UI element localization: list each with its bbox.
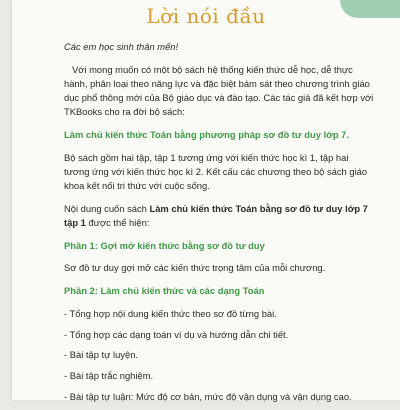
part1-text: Sơ đồ tư duy gợi mở các kiến thức trọng tâm của mỗi chương. [64,262,326,274]
content-post: được thể hiện: [85,217,150,229]
part2-list [64,307,374,404]
content-paragraph [64,202,374,230]
intro-paragraph: Với mong muốn có một bộ sách hệ thống kiến thức dễ học, dễ thực hành, phân loại theo năng lực và đặc biệt bám sát theo chương trình giáo dục phổ thông mới của Bộ giáo dục và đào tạo. Các tác giả đã kết hợp với TKBooks cho ra đời bộ sách: [64,63,374,118]
list-item: - Bài tập trắc nghiệm. [64,369,154,381]
list-item: - Bài tập tự luyện. [64,349,139,361]
book-title: Làm chủ kiến thức Toán bằng phương pháp sơ đồ tư duy lớp 7. [64,129,349,141]
book-page [12,0,400,400]
list-item: - Tổng hợp các dạng toán ví dụ và hướng dẫn chi tiết. [64,328,289,340]
content-book-name: Làm chủ kiến thức Toán bằng sơ đồ tư duy lớp 7 tập 1 [64,202,368,229]
list-item: - Bài tập tự luận: Mức độ cơ bản, mức độ vận dụng và vận dụng cao. [64,390,352,402]
list-item: - Tổng hợp nội dung kiến thức theo sơ đồ từng bài. [64,307,277,319]
part2-heading: Phần 2: Làm chủ kiến thức và các dạng Toán [64,285,265,297]
page-body [64,40,374,410]
greeting: Các em học sinh thân mến! [64,41,179,52]
page-title: Lời nói đầu [146,4,266,28]
structure-paragraph: Bộ sách gồm hai tập, tập 1 tương ứng với kiến thức học kì 1, tập hai tương ứng với kiến thức học kì 2. Kết cấu các chương theo bộ sách giáo khoa kết nối tri thức với cuộc sống. [64,151,368,192]
content-pre: Nội dung cuốn sách [64,202,150,214]
part1-heading: Phần 1: Gợi mở kiến thức bằng sơ đồ tư duy [64,239,265,251]
